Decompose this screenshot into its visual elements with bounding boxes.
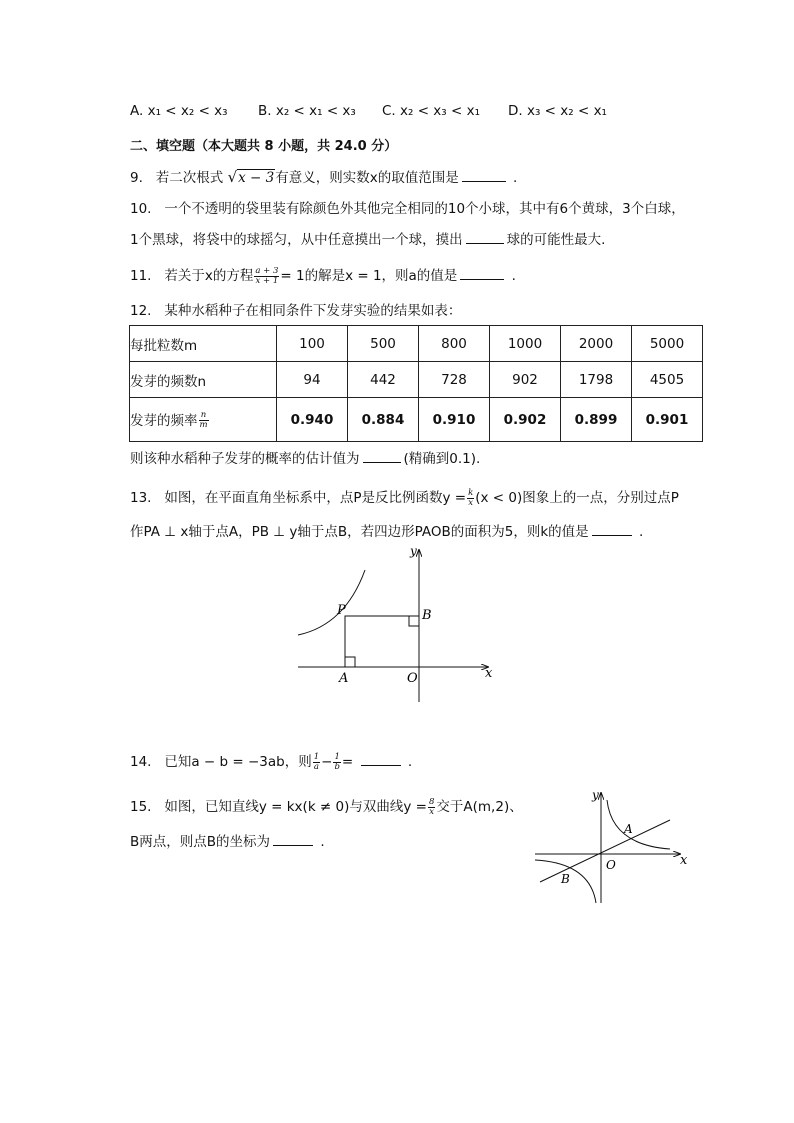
question-13: 13. 如图，在平面直角坐标系中，点P是反比例函数y = $\frac{k}{x}$ (x < 0)图象上的一点，分别过点P (130, 487, 679, 508)
question-11: 11. 若关于x的方程 $\frac{a + 3}{x + 1}$ = 1的解是x = 1，则a的值是 . (130, 265, 516, 286)
label-b: B (561, 872, 570, 886)
label-a: A (624, 822, 633, 836)
fraction: $\frac{1}{b}$ (334, 751, 340, 772)
table-cell: 0.899 (561, 398, 632, 442)
label-x: x (680, 853, 688, 868)
right-angle-mark-b (409, 616, 419, 626)
question-number: 12. (130, 303, 152, 319)
right-angle-mark-a (345, 657, 355, 667)
option-d: D. x₃ < x₂ < x₁ (508, 103, 607, 119)
question-12: 12. 某种水稻种子在相同条件下发芽实验的结果如表： (130, 303, 462, 319)
fraction: $\frac{a + 3}{x + 1}$ (255, 265, 279, 286)
question-number: 10. (130, 201, 152, 217)
question-9: 9. 若二次根式 √x − 3有意义，则实数x的取值范围是 . (130, 168, 518, 186)
answer-blank[interactable] (592, 522, 632, 536)
table-cell: 1798 (561, 362, 632, 398)
row-header: 发芽的频数n (130, 362, 277, 398)
radicand: x − 3 (238, 170, 275, 186)
question-number: 11. (130, 268, 152, 284)
question-14: 14. 已知a − b = −3ab，则 $\frac{1}{a}$ − $\frac{1}{b}$ = . (130, 751, 413, 772)
table-cell: 0.902 (490, 398, 561, 442)
table-cell: 4505 (632, 362, 703, 398)
table-cell: 800 (419, 326, 490, 362)
hyperbola-curve (298, 570, 365, 635)
answer-blank[interactable] (462, 168, 506, 182)
question-15-line2: B两点，则点B的坐标为 . (130, 834, 325, 850)
table-row (130, 326, 703, 362)
question-12-after: 则该种水稻种子发芽的概率的估计值为 (精确到0.1). (130, 451, 481, 467)
question-10 (130, 197, 685, 217)
question-text: 一个不透明的袋里装有除颜色外其他完全相同的10个小球，其中有6个黄球，3个白球， (164, 201, 685, 217)
label-o: O (606, 858, 616, 872)
figure-13 (290, 540, 500, 705)
table-cell: 100 (277, 326, 348, 362)
table-cell: 0.901 (632, 398, 703, 442)
table-cell: 5000 (632, 326, 703, 362)
question-number: 14. (130, 754, 152, 770)
table-cell: 0.910 (419, 398, 490, 442)
table-cell: 500 (348, 326, 419, 362)
fraction: $\frac{k}{x}$ (468, 487, 474, 508)
answer-blank[interactable] (460, 266, 504, 280)
figure-15 (530, 785, 695, 910)
section-title: 二、填空题（本大题共 8 小题，共 24.0 分） (130, 139, 398, 154)
label-x: x (485, 666, 493, 681)
question-10-line2: 1个黑球，将袋中的球摇匀，从中任意摸出一个球，摸出 球的可能性最大. (130, 232, 606, 248)
fraction: $\frac{8}{x}$ (428, 796, 435, 817)
answer-blank[interactable] (273, 832, 313, 846)
answer-blank[interactable] (466, 230, 504, 244)
fraction: $\frac{1}{a}$ (313, 751, 320, 772)
label-o: O (407, 671, 418, 686)
question-number: 9. (130, 170, 143, 186)
option-a: A. x₁ < x₂ < x₃ (130, 103, 228, 119)
table-cell: 902 (490, 362, 561, 398)
label-a: A (339, 671, 349, 686)
table-row (130, 362, 703, 398)
line-y-kx (540, 820, 670, 882)
option-c: C. x₂ < x₃ < x₁ (382, 103, 481, 119)
question-15: 15. 如图，已知直线y = kx(k ≠ 0)与双曲线y = $\frac{8}{x}$ 交于A(m,2)、 (130, 796, 523, 817)
question-number: 15. (130, 799, 152, 815)
table-cell: 94 (277, 362, 348, 398)
table-cell: 2000 (561, 326, 632, 362)
germination-table (129, 325, 703, 442)
question-13-line2: 作PA ⊥ x轴于点A，PB ⊥ y轴于点B，若四边形PAOB的面积为5，则k的值是 . (130, 524, 644, 540)
table-cell: 442 (348, 362, 419, 398)
row-header: 发芽的频率 $\frac{n}{m}$ (130, 398, 277, 442)
label-b: B (422, 608, 432, 623)
answer-blank[interactable] (363, 449, 401, 463)
label-y: y (592, 788, 599, 802)
answer-blank[interactable] (361, 752, 401, 766)
row-header: 每批粒数m (130, 326, 277, 362)
table-row (130, 398, 703, 442)
question-number: 13. (130, 490, 152, 506)
table-cell: 1000 (490, 326, 561, 362)
question-text: 有意义，则实数x的取值范围是 (275, 170, 459, 186)
label-y: y (410, 544, 417, 558)
label-p: P (337, 603, 346, 618)
table-cell: 0.884 (348, 398, 419, 442)
table-cell: 0.940 (277, 398, 348, 442)
fraction: $\frac{n}{m}$ (199, 410, 208, 431)
sqrt-sign: √ (227, 168, 238, 186)
rectangle-paob (345, 616, 419, 667)
table-cell: 728 (419, 362, 490, 398)
option-b: B. x₂ < x₁ < x₃ (258, 103, 356, 119)
question-text: 若二次根式 (155, 170, 224, 186)
